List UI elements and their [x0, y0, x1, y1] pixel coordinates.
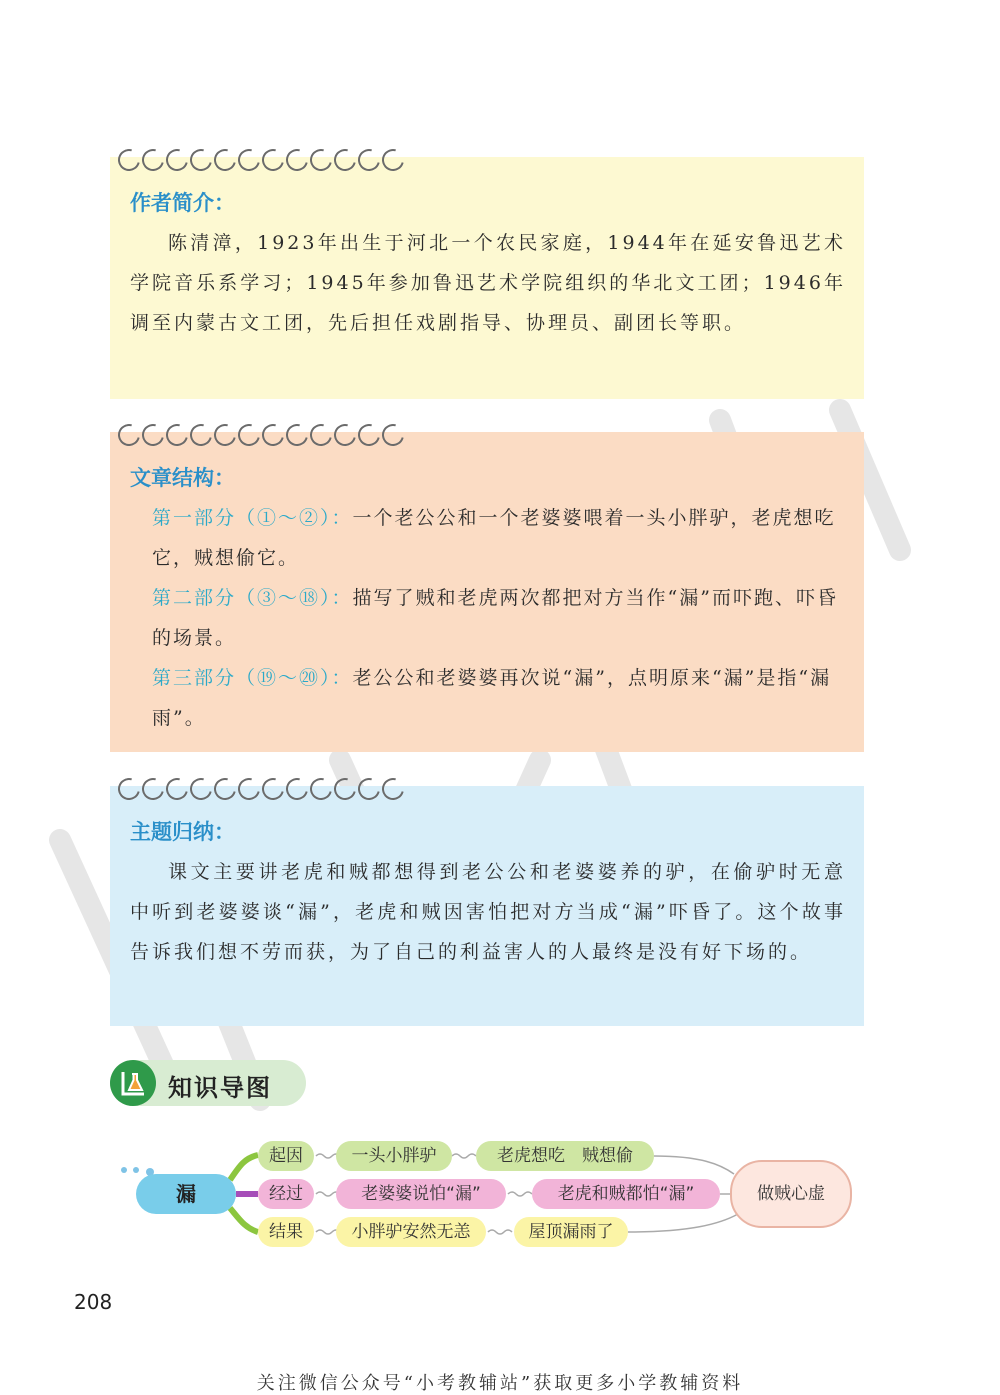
result-item-1: 小胖驴安然无恙 — [336, 1217, 486, 1247]
theme-title: 主题归纳： — [130, 820, 235, 844]
mindmap-badge-label: 知识导图 — [168, 1074, 272, 1102]
structure-card — [110, 432, 864, 752]
author-title: 作者简介： — [130, 191, 235, 215]
row-label-result: 结果 — [258, 1217, 314, 1247]
theme-card — [110, 786, 864, 1026]
structure-part-1 — [130, 498, 846, 578]
part-text: 描写了贼和老虎两次都把对方当作“漏”而吓跑、吓昏的场景。 — [152, 587, 838, 649]
row-label-cause: 起因 — [258, 1141, 314, 1171]
part-label: 第一部分（①～②）： — [152, 507, 353, 529]
part-text: 一个老公公和一个老婆婆喂着一头小胖驴，老虎想吃它，贼想偷它。 — [152, 507, 836, 569]
mindmap-root: 漏 — [136, 1174, 236, 1214]
spiral-binding — [118, 424, 404, 446]
spiral-binding — [118, 149, 404, 171]
mindmap-conclusion: 做贼心虚 — [730, 1160, 852, 1228]
spiral-binding — [118, 778, 404, 800]
page-number: 208 — [74, 1290, 113, 1314]
row-label-process: 经过 — [258, 1179, 314, 1209]
cause-item-1: 一头小胖驴 — [336, 1141, 452, 1171]
mindmap-badge — [110, 1060, 306, 1106]
footer-note: 关注微信公众号“小考教辅站”获取更多小学教辅资料 — [256, 1373, 744, 1394]
part-text: 老公公和老婆婆再次说“漏”，点明原来“漏”是指“漏雨”。 — [152, 667, 832, 729]
author-text: 陈清漳，1923年出生于河北一个农民家庭，1944年在延安鲁迅艺术学院音乐系学习；1945年参加鲁迅艺术学院组织的华北文工团；1946年调至内蒙古文工团，先后担任戏剧指导、协理员、副团长等职。 — [130, 232, 846, 334]
structure-part-3 — [130, 658, 846, 738]
part-label: 第二部分（③～⑱）： — [152, 587, 353, 609]
author-card — [110, 157, 864, 399]
cause-item-2: 老虎想吃 贼想偷 — [476, 1141, 654, 1171]
process-item-2: 老虎和贼都怕“漏” — [532, 1179, 720, 1209]
theme-text: 课文主要讲老虎和贼都想得到老公公和老婆婆养的驴，在偷驴时无意中听到老婆婆谈“漏”，老虎和贼因害怕把对方当成“漏”吓昏了。这个故事告诉我们想不劳而获，为了自己的利益害人的人最终是没有好下场的。 — [130, 861, 846, 963]
structure-part-2 — [130, 578, 846, 658]
part-label: 第三部分（⑲～⑳）： — [152, 667, 353, 689]
result-item-2: 屋顶漏雨了 — [514, 1217, 628, 1247]
process-item-1: 老婆婆说怕“漏” — [336, 1179, 506, 1209]
structure-title: 文章结构： — [130, 466, 235, 490]
flask-icon — [110, 1060, 156, 1106]
